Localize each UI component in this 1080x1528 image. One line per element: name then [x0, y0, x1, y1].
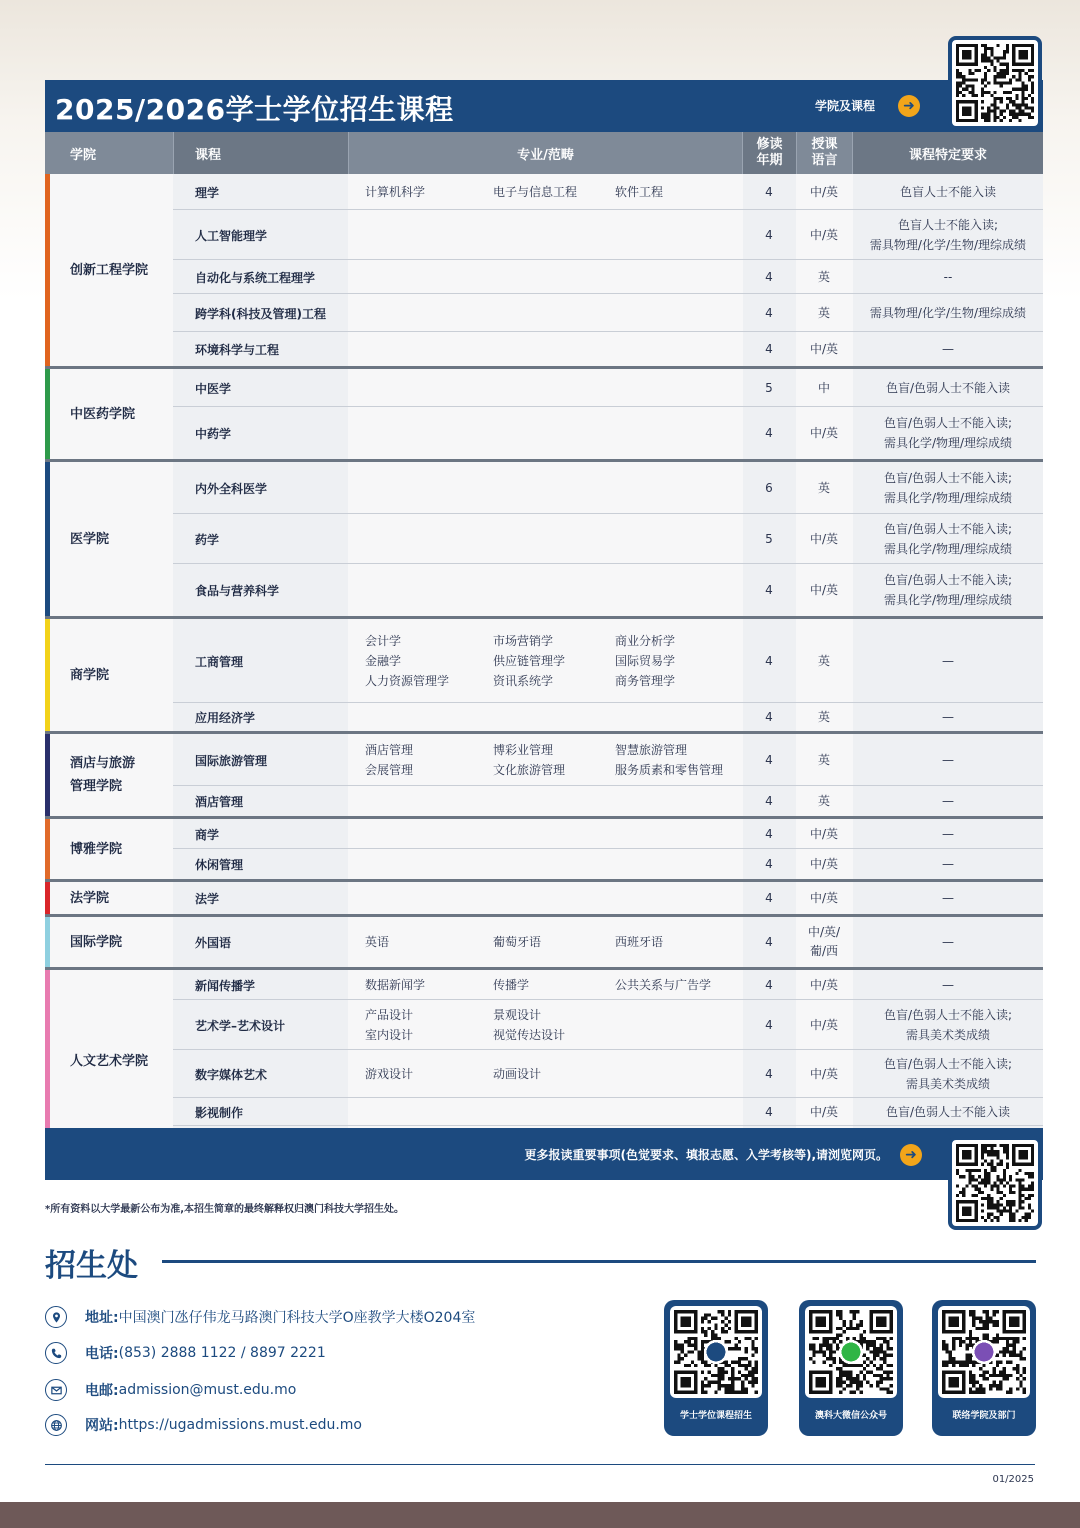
study-years: 5 [765, 380, 773, 395]
study-years: 4 [765, 977, 773, 992]
major-item: 英语 [365, 935, 390, 949]
qr-pattern [956, 44, 1034, 122]
course-name: 中药学 [195, 426, 232, 441]
page-title: 2025/2026学士学位招生课程 [55, 93, 454, 126]
teaching-language: 中/英/ 葡/西 [807, 925, 841, 958]
qr-card-admissions: 学士学位课程招生 [664, 1300, 768, 1436]
teaching-language: 中/英 [809, 890, 839, 905]
course-name: 环境科学与工程 [195, 342, 280, 357]
major-item: 智慧旅游管理 服务质素和零售管理 [615, 743, 724, 777]
header-course: 课程 [174, 132, 348, 174]
contact-address: 地址: 中国澳门氹仔伟龙马路澳门科技大学O座教学大楼O204室 [45, 1306, 475, 1328]
major-item: 公共关系与广告学 [615, 978, 712, 992]
faculty-divider [45, 879, 1043, 882]
arrow-right-icon[interactable]: ➜ [900, 1144, 922, 1166]
course-name: 休闲管理 [195, 857, 244, 872]
study-years: 4 [765, 1017, 773, 1032]
header-faculty: 学院 [70, 147, 97, 163]
course-name: 新闻传播学 [195, 978, 256, 993]
faculty-name: 人文艺术学院 [70, 1053, 149, 1069]
course-name: 法学 [195, 891, 220, 906]
course-requirement: — [942, 753, 954, 767]
course-name: 工商管理 [195, 654, 244, 669]
course-requirement: 色盲/色弱人士不能入读; 需具化学/物理/理综成绩 [883, 522, 1013, 556]
major-item: 酒店管理 会展管理 [365, 743, 414, 777]
study-years: 4 [765, 227, 773, 242]
teaching-language: 中/英 [809, 341, 839, 356]
teaching-language: 中/英 [809, 184, 839, 199]
teaching-language: 英 [817, 793, 830, 808]
qr-code-top [948, 36, 1042, 130]
teaching-language: 中/英 [809, 977, 839, 992]
major-item: 产品设计 室内设计 [365, 1008, 414, 1042]
major-item: 西班牙语 [615, 935, 664, 949]
course-requirement: 色盲/色弱人士不能入读; 需具美术类成绩 [883, 1008, 1013, 1042]
course-requirement: 色盲人士不能入读 [899, 185, 996, 199]
study-years: 4 [765, 826, 773, 841]
qr-card-wechat: 澳科大微信公众号 [799, 1300, 903, 1436]
teaching-language: 中/英 [809, 425, 839, 440]
faculty-color-bar [45, 882, 50, 914]
faculty-name: 中医药学院 [70, 406, 136, 422]
course-name: 食品与营养科学 [195, 583, 280, 598]
teaching-language: 中/英 [809, 227, 839, 242]
title-bar [45, 80, 1043, 132]
course-name: 人工智能理学 [195, 228, 268, 243]
faculty-courses-link[interactable]: 学院及课程 [815, 99, 876, 113]
study-years: 4 [765, 305, 773, 320]
course-name: 内外全科医学 [195, 481, 268, 496]
bottom-band [0, 1502, 1080, 1528]
teaching-language: 英 [817, 305, 830, 320]
study-years: 4 [765, 269, 773, 284]
course-requirement: 色盲/色弱人士不能入读; 需具化学/物理/理综成绩 [883, 573, 1013, 607]
location-pin-icon [45, 1306, 67, 1328]
course-requirement: — [942, 654, 954, 668]
course-requirement: — [942, 978, 954, 992]
course-requirement: 色盲人士不能入读; 需具物理/化学/生物/理综成绩 [869, 218, 1027, 252]
course-requirement: -- [943, 270, 953, 284]
major-item: 数据新闻学 [365, 978, 426, 992]
study-years: 4 [765, 1066, 773, 1081]
course-name: 酒店管理 [195, 794, 244, 809]
course-name: 外国语 [195, 935, 232, 950]
teaching-language: 英 [817, 480, 830, 495]
teaching-language: 中 [817, 380, 830, 395]
teaching-language: 中/英 [809, 1017, 839, 1032]
study-years: 6 [765, 480, 773, 495]
study-years: 4 [765, 1104, 773, 1119]
major-item: 市场营销学 供应链管理学 资讯系统学 [493, 634, 566, 688]
faculty-name: 商学院 [70, 667, 110, 683]
faculty-divider [45, 616, 1043, 619]
faculty-divider [45, 914, 1043, 917]
header-major: 专业/范畴 [517, 147, 574, 163]
table-header [45, 132, 1043, 174]
teaching-language: 中/英 [809, 1104, 839, 1119]
course-requirement: — [942, 891, 954, 905]
study-years: 4 [765, 582, 773, 597]
faculty-name: 博雅学院 [70, 841, 123, 857]
study-years: 4 [765, 890, 773, 905]
faculty-divider [45, 459, 1043, 462]
faculty-color-bar [45, 819, 50, 879]
teaching-language: 英 [817, 709, 830, 724]
faculty-color-bar [45, 917, 50, 967]
course-requirement: — [942, 794, 954, 808]
course-requirement: — [942, 827, 954, 841]
teaching-language: 英 [817, 752, 830, 767]
major-item: 葡萄牙语 [493, 935, 542, 949]
study-years: 4 [765, 425, 773, 440]
course-name: 理学 [195, 185, 220, 200]
study-years: 4 [765, 934, 773, 949]
course-name: 国际旅游管理 [195, 753, 268, 768]
major-item: 电子与信息工程 [493, 185, 578, 199]
faculty-name: 国际学院 [70, 934, 123, 950]
major-item: 博彩业管理 文化旅游管理 [493, 743, 566, 777]
course-name: 商学 [195, 827, 220, 842]
arrow-right-icon[interactable]: ➜ [898, 95, 920, 117]
faculty-divider [45, 816, 1043, 819]
faculty-name: 医学院 [70, 531, 110, 547]
teaching-language: 中/英 [809, 826, 839, 841]
faculty-name: 创新工程学院 [70, 262, 149, 278]
study-years: 4 [765, 709, 773, 724]
study-years: 4 [765, 341, 773, 356]
qr-code-bottom [948, 1136, 1042, 1230]
faculty-divider [45, 366, 1043, 369]
major-item: 商业分析学 国际贸易学 商务管理学 [615, 634, 676, 688]
faculty-color-bar [45, 462, 50, 616]
teaching-language: 中/英 [809, 531, 839, 546]
faculty-name: 酒店与旅游 管理学院 [70, 756, 136, 794]
major-item: 景观设计 视觉传达设计 [493, 1008, 566, 1042]
major-item: 软件工程 [615, 185, 664, 199]
course-name: 中医学 [195, 381, 232, 396]
contact-website: 网站: https://ugadmissions.must.edu.mo [45, 1414, 362, 1436]
faculty-divider [45, 731, 1043, 734]
disclaimer-note: *所有资料以大学最新公布为准,本招生简章的最终解释权归澳门科技大学招生处。 [45, 1204, 405, 1215]
faculty-color-bar [45, 619, 50, 731]
qr-pattern [809, 1310, 893, 1394]
qr-code [670, 1306, 762, 1398]
course-requirement: 色盲/色弱人士不能入读; 需具化学/物理/理综成绩 [883, 416, 1013, 450]
study-years: 4 [765, 184, 773, 199]
course-name: 跨学科(科技及管理)工程 [195, 306, 326, 321]
faculty-color-bar [45, 174, 50, 366]
major-item: 计算机科学 [365, 185, 426, 199]
course-name: 艺术学–艺术设计 [195, 1018, 286, 1033]
teaching-language: 英 [817, 269, 830, 284]
faculty-color-bar [45, 970, 50, 1152]
study-years: 4 [765, 793, 773, 808]
more-info-bar [45, 1128, 1043, 1180]
qr-pattern [942, 1310, 1026, 1394]
qr-pattern [956, 1144, 1034, 1222]
study-years: 5 [765, 531, 773, 546]
contact-email: 电邮: admission@must.edu.mo [45, 1379, 296, 1401]
course-requirement: — [942, 935, 954, 949]
admission-office-title: 招生处 [45, 1248, 138, 1284]
course-name: 自动化与系统工程理学 [195, 270, 316, 285]
header-lang: 授课 语言 [811, 137, 838, 168]
faculty-color-bar [45, 369, 50, 459]
major-item: 游戏设计 [365, 1067, 414, 1081]
faculty-divider [45, 967, 1043, 970]
course-requirement: 色盲/色弱人士不能入读 [885, 381, 1011, 395]
qr-pattern [674, 1310, 758, 1394]
study-years: 4 [765, 752, 773, 767]
major-item: 会计学 金融学 人力资源管理学 [365, 634, 450, 688]
course-name: 药学 [195, 532, 220, 547]
course-requirement: 色盲/色弱人士不能入读; 需具美术类成绩 [883, 1057, 1013, 1091]
qr-code [805, 1306, 897, 1398]
course-requirement: — [942, 857, 954, 871]
study-years: 4 [765, 653, 773, 668]
header-years: 修读 年期 [743, 132, 796, 174]
contact-phone: 电话: (853) 2888 1122 / 8897 2221 [45, 1342, 326, 1364]
teaching-language: 中/英 [809, 1066, 839, 1081]
teaching-language: 中/英 [809, 856, 839, 871]
course-name: 影视制作 [195, 1105, 244, 1120]
course-requirement: 色盲/色弱人士不能入读 [885, 1105, 1011, 1119]
study-years: 4 [765, 856, 773, 871]
major-item: 动画设计 [493, 1067, 542, 1081]
qr-card-contact: 联络学院及部门 [932, 1300, 1036, 1436]
phone-icon [45, 1342, 67, 1364]
course-name: 数字媒体艺术 [195, 1067, 268, 1082]
course-requirement: — [942, 342, 954, 356]
course-requirement: 需具物理/化学/生物/理综成绩 [869, 306, 1027, 320]
mail-icon [45, 1379, 67, 1401]
globe-icon [45, 1414, 67, 1436]
teaching-language: 中/英 [809, 582, 839, 597]
course-name: 应用经济学 [195, 710, 256, 725]
faculty-name: 法学院 [70, 890, 110, 906]
course-table [45, 174, 1043, 1128]
more-info-text[interactable]: 更多报读重要事项(色觉要求、填报志愿、入学考核等),请浏览网页。 [524, 1148, 888, 1162]
major-item: 传播学 [493, 978, 530, 992]
publish-date: 01/2025 [992, 1474, 1034, 1485]
course-requirement: — [942, 710, 954, 724]
teaching-language: 英 [817, 653, 830, 668]
course-requirement: 色盲/色弱人士不能入读; 需具化学/物理/理综成绩 [883, 471, 1013, 505]
header-requirements: 课程特定要求 [853, 132, 1043, 174]
faculty-color-bar [45, 734, 50, 816]
qr-code [938, 1306, 1030, 1398]
